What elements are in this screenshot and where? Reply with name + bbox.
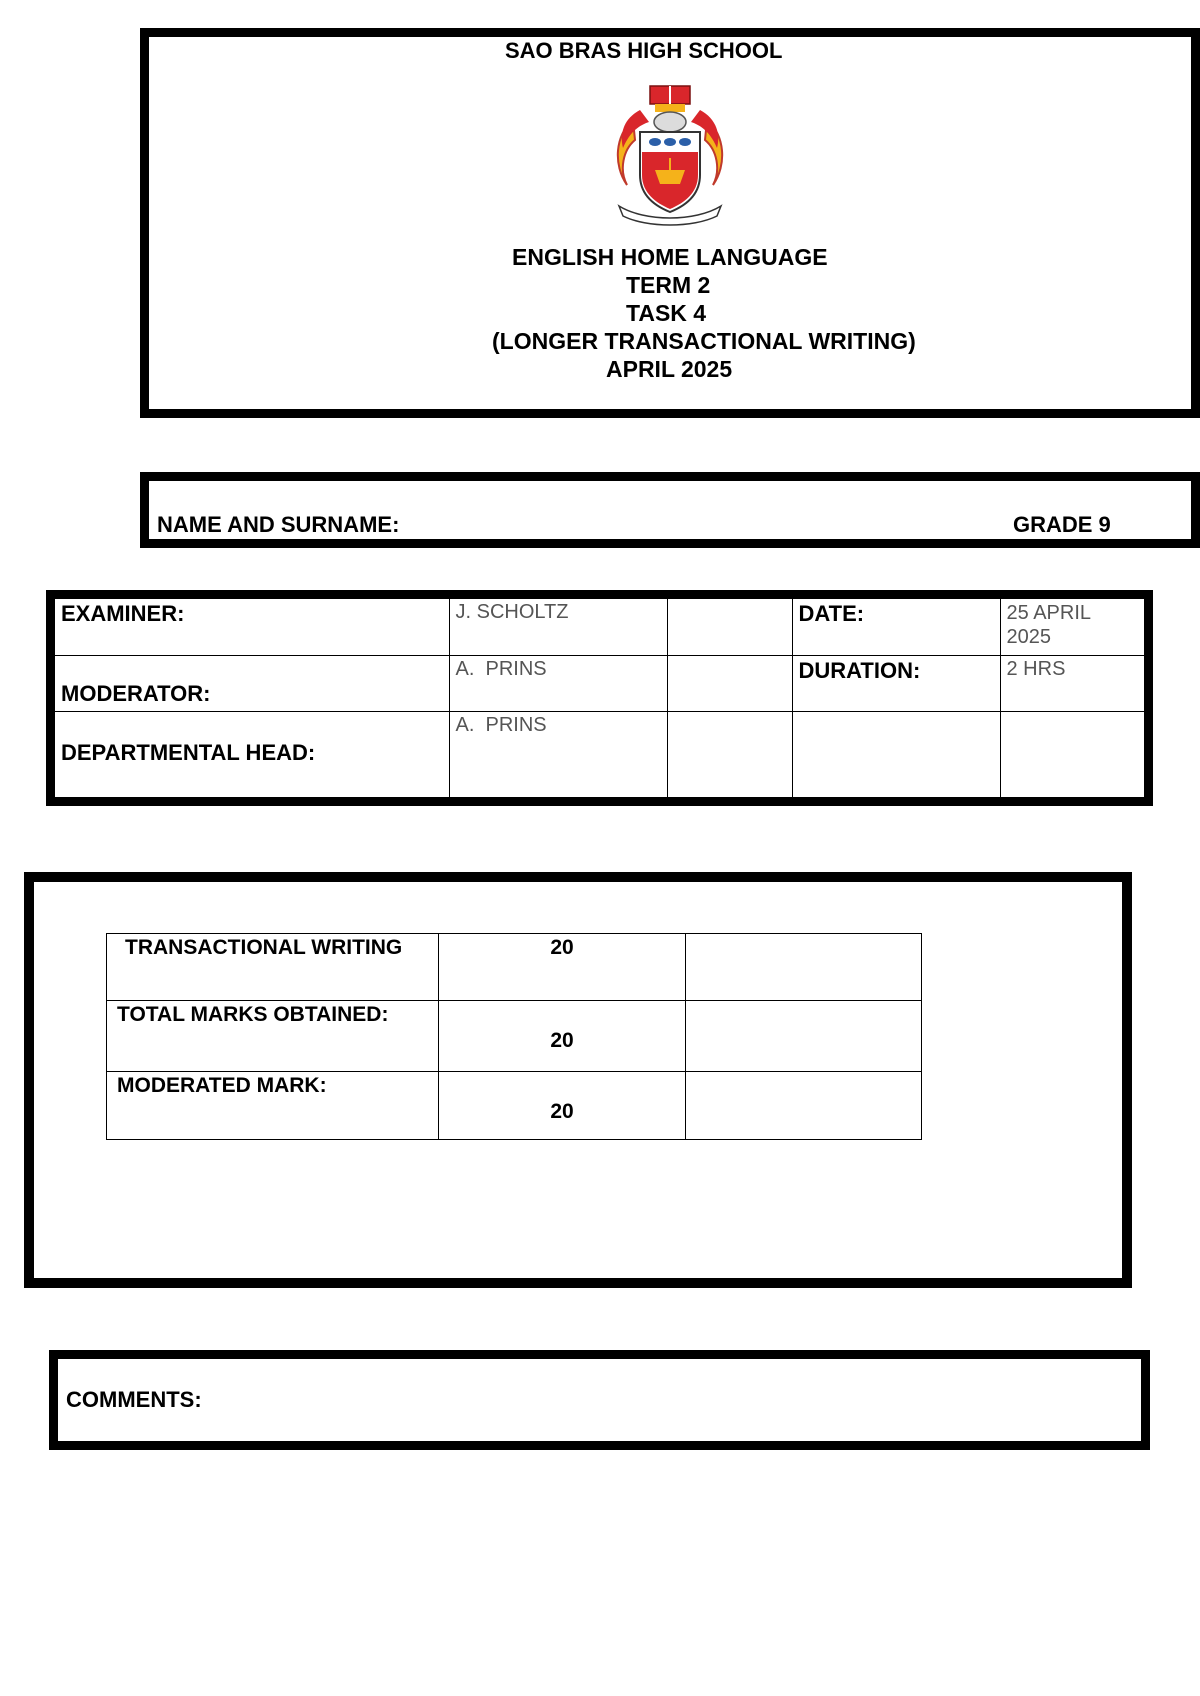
comments-label: COMMENTS: [66, 1387, 202, 1412]
examiner-value: J. SCHOLTZ [449, 599, 667, 655]
table-row [55, 599, 1144, 655]
subject-title: ENGLISH HOME LANGUAGE [512, 244, 828, 270]
empty-cell [667, 711, 792, 797]
marks-category: TRANSACTIONAL WRITING [107, 934, 439, 1001]
table-row [107, 1001, 922, 1072]
comments-box[interactable] [49, 1350, 1150, 1450]
date-value: 25 APRIL 2025 [1000, 599, 1144, 655]
staff-info-table [55, 599, 1144, 797]
marks-total: 20 [439, 1001, 686, 1072]
date-label: DATE: [792, 599, 1000, 655]
table-row [107, 934, 922, 1001]
marks-table [106, 933, 922, 1140]
marks-total: 20 [439, 1072, 686, 1140]
empty-cell [1000, 711, 1144, 797]
duration-label: DURATION: [792, 655, 1000, 711]
empty-cell [667, 655, 792, 711]
grade-label: GRADE 9 [1013, 512, 1111, 537]
marks-obtained-cell[interactable] [686, 1072, 922, 1140]
marks-obtained-cell[interactable] [686, 934, 922, 1001]
table-row [107, 1072, 922, 1140]
moderator-label: MODERATOR: [55, 655, 449, 711]
task-label: TASK 4 [626, 300, 707, 326]
school-crest-icon [605, 80, 735, 228]
marks-obtained-cell[interactable] [686, 1001, 922, 1072]
duration-value: 2 HRS [1000, 655, 1144, 711]
term-label: TERM 2 [626, 272, 711, 298]
name-surname-label: NAME AND SURNAME: [157, 512, 400, 537]
departmental-head-value: A. PRINS [449, 711, 667, 797]
empty-cell [667, 599, 792, 655]
marks-category: MODERATED MARK: [107, 1072, 439, 1140]
departmental-head-label: DEPARTMENTAL HEAD: [55, 711, 449, 797]
moderator-value: A. PRINS [449, 655, 667, 711]
exam-date: APRIL 2025 [606, 356, 733, 382]
task-type-label: (LONGER TRANSACTIONAL WRITING) [492, 328, 916, 354]
school-name: SAO BRAS HIGH SCHOOL [505, 38, 783, 63]
empty-cell [792, 711, 1000, 797]
marks-category: TOTAL MARKS OBTAINED: [107, 1001, 439, 1072]
table-row [55, 711, 1144, 797]
table-row [55, 655, 1144, 711]
marks-total: 20 [439, 934, 686, 1001]
examiner-label: EXAMINER: [55, 599, 449, 655]
